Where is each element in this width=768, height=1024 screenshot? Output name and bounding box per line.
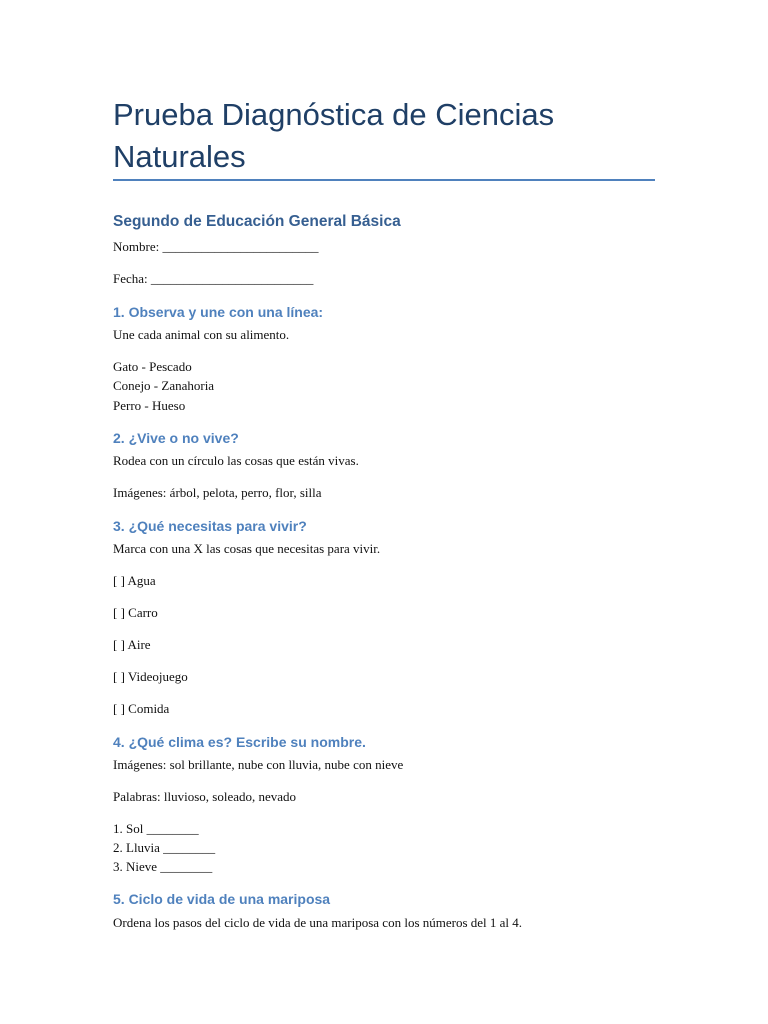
section-2-images: Imágenes: árbol, pelota, perro, flor, silla <box>113 485 322 500</box>
match-pair: Perro - Hueso <box>113 398 186 413</box>
section-1-instruction: Une cada animal con su alimento. <box>113 327 290 342</box>
document-subtitle: Segundo de Educación General Básica <box>113 213 401 230</box>
match-pair: Gato - Pescado <box>113 359 192 374</box>
section-5-heading: 5. Ciclo de vida de una mariposa <box>113 891 331 907</box>
checkbox-option: [ ] Carro <box>113 605 158 620</box>
date-field: Fecha: _________________________ <box>113 271 314 286</box>
title-underline <box>113 179 655 181</box>
section-4-heading: 4. ¿Qué clima es? Escribe su nombre. <box>113 734 366 750</box>
weather-item: 2. Lluvia ________ <box>113 840 216 855</box>
section-3-instruction: Marca con una X las cosas que necesitas para vivir. <box>113 541 381 556</box>
name-field: Nombre: ________________________ <box>113 239 319 254</box>
weather-item: 1. Sol ________ <box>113 821 199 836</box>
match-pair: Conejo - Zanahoria <box>113 378 215 393</box>
checkbox-option: [ ] Agua <box>113 573 156 588</box>
checkbox-option: [ ] Videojuego <box>113 669 188 684</box>
section-4-images: Imágenes: sol brillante, nube con lluvia, nube con nieve <box>113 757 404 772</box>
checkbox-option: [ ] Aire <box>113 637 151 652</box>
section-2-heading: 2. ¿Vive o no vive? <box>113 430 239 446</box>
section-5-instruction: Ordena los pasos del ciclo de vida de una mariposa con los números del 1 al 4. <box>113 915 523 930</box>
section-2-instruction: Rodea con un círculo las cosas que están vivas. <box>113 453 359 468</box>
section-4-words: Palabras: lluvioso, soleado, nevado <box>113 789 297 804</box>
document-title: Prueba Diagnóstica de Ciencias Naturales <box>113 97 555 174</box>
checkbox-option: [ ] Comida <box>113 701 170 716</box>
section-3-heading: 3. ¿Qué necesitas para vivir? <box>113 518 307 534</box>
weather-item: 3. Nieve ________ <box>113 859 213 874</box>
section-1-heading: 1. Observa y une con una línea: <box>113 304 324 320</box>
